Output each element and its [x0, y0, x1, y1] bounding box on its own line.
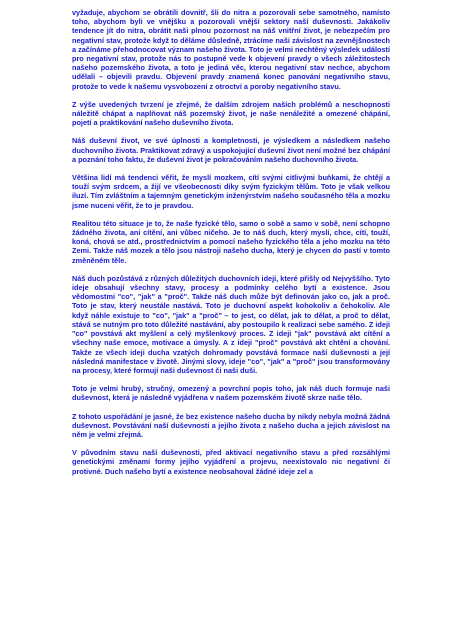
document-page	[72, 8, 390, 485]
paragraph: Většina lidí má tendenci věřit, že myslí mozkem, cítí svými citlivými buňkami, že chtějí a touží svým srdcem, a žijí ve všeobecnosti díky svým fyzickým tělům. Toto je však velkou iluzí. Tím zvláštním a tajemným genetickým inženýrstvím našeho současného těla a mozku jsme nuceni věřit, že to je pravdou.	[72, 173, 390, 210]
paragraph: Z tohoto uspořádání je jasné, že bez existence našeho ducha by nikdy nebyla možná žádná duševnost. Povstávání naší duševnosti a jejího života z našeho ducha a jejich závislost na něm je velmi zřejmá.	[72, 411, 390, 439]
paragraph: V původním stavu naší duševnosti, před aktivací negativního stavu a před rozsáhlými genetickými změnami formy jejího vyjádření a projevu, neexistovalo nic negativní či protivné. Duch našeho bytí a existence neobsahoval žádné ideje zel a	[72, 448, 390, 476]
paragraph: Náš duševní život, ve své úplnosti a kompletnosti, je výsledkem a následkem našeho duchovního života. Praktikovat zdravý a uspokojující duševní život není možné bez chápání a poznání toho faktu, že duševní život je pokračováním našeho duchovního života.	[72, 136, 390, 164]
paragraph: Realitou této situace je to, že naše fyzické tělo, samo o sobě a samo v sobě, není schopno žádného života, ani cítění, ani vůbec ničeho. Je to náš duch, který myslí, chce, cítí, touží, koná, chová se atd., prostřednictvím a pomocí našeho fyzického těla a jeho mozku na této Zemi. Takže náš mozek a tělo jsou nástroji našeho ducha, který je chycen do pastí v tomto změněném těle.	[72, 218, 390, 265]
paragraph: vyžaduje, abychom se obrátili dovnitř, šli do nitra a pozorovali sebe samotného, namísto toho, abychom byli ve vnějšku a pozorovali vnější sektory naší duševnosti. Jakákoliv tendence jít do nitra, obrátit naši plnou pozornost na náš vnitřní život, je nebezpečím pro negativní stav, protože když to děláme důsledně, ztrácíme naši závislost na zevnějšnostech a začínáme přehodnocovat význam našeho života. Toto je velmi nechtěný výsledek událostí pro negativní stav, protože nás to postupně vede k objevení pravdy o všech záležitostech našeho pozemského života, a toto je jediná věc, kterou negativní stav nechce, abychom udělali – objevili pravdu. Objevení pravdy znamená konec panování negativního stavu, protože to vede k našemu vysvobození z otroctví a poroby negativního stavu.	[72, 8, 390, 91]
paragraph: Z výše uvedených tvrzení je zřejmé, že dalším zdrojem naších problémů a neschopnosti náležitě chápat a naplňovat náš pozemský život, je naše nenáležité a omezené chápání, pojetí a praktikování našeho duševního života.	[72, 99, 390, 128]
paragraph: Toto je velmi hrubý, stručný, omezený a povrchní popis toho, jak náš duch formuje naši duševnost, která je následně vyjádřena v našem pozemském životě skrze naše tělo.	[72, 384, 390, 403]
paragraph: Náš duch pozůstává z různých důležitých duchovních idejí, které přišly od Nejvyššího. Tyto ideje obsahují všechny stavy, procesy a podmínky celého bytí a existence. Jsou vědomostmi "co", "jak" a "proč". Takže náš duch může být definován jako co, jak a proč. Toto je stav, který neustále nastává. Toto je duchovní aspekt kohokoliv a čehokoliv. Ale když náhle existuje to "co", "jak" a "proč" – to jest, co dělat, jak to dělat, a proč to dělat, stává se nutným pro toto důležité nastávání, aby postoupilo k realizaci sebe samého. Z ideji "co" povstává akt myšlení a celý myšlenkový proces. Z ideji "jak" povstává akt cítění a všechny naše emoce, motivace a úmysly. A z ideji "proč" povstává akt chtění a chování. Takže ze všech ideji ducha vzatých dohromady povstává formace naší duševnosti a její následná manifestace v životě. Jinými slovy, ideje "co", "jak" a "proč" jsou transformovány na procesy, které formují naši duševnost či naši duši.	[72, 273, 390, 375]
